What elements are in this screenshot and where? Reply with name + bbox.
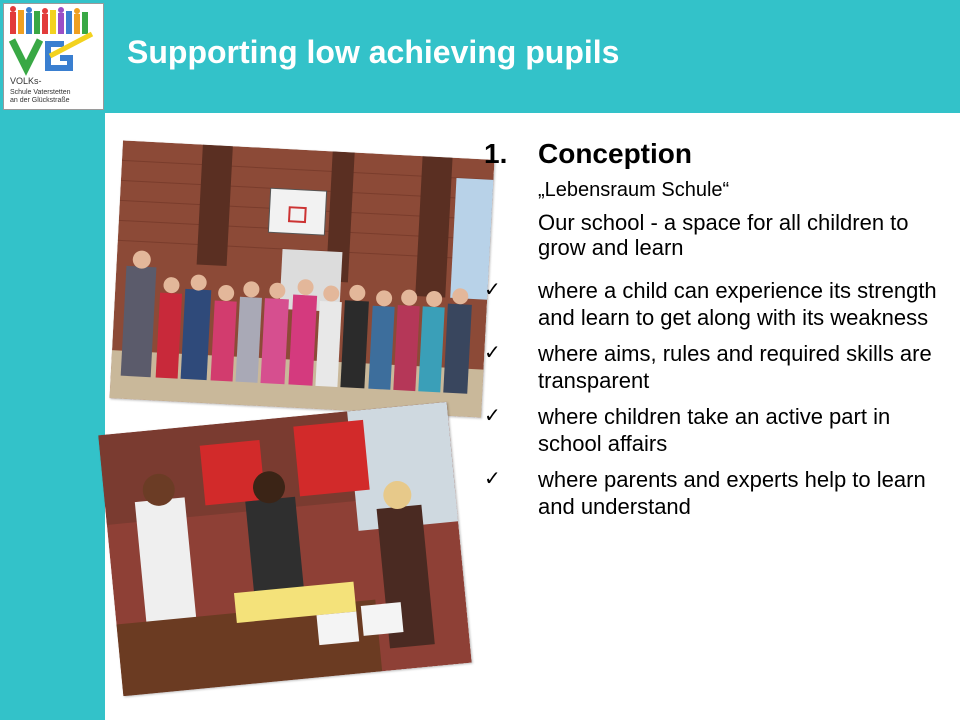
school-motto-quote: „Lebensraum Schule“ bbox=[538, 179, 730, 201]
check-list bbox=[484, 277, 944, 520]
side-bar bbox=[0, 113, 105, 720]
logo-figures-icon bbox=[10, 6, 88, 34]
svg-text:Schule Vaterstetten: Schule Vaterstetten bbox=[10, 89, 71, 96]
school-logo bbox=[3, 3, 104, 110]
list-item-text: where a child can experience its strength and learn to get along with its weakness bbox=[538, 278, 937, 330]
school-fair-stand-photo bbox=[98, 402, 472, 696]
school-description: Our school - a space for all children to grow and learn bbox=[538, 210, 909, 260]
content-area bbox=[484, 138, 944, 529]
section-heading bbox=[484, 138, 944, 172]
svg-text:an der Glückstraße: an der Glückstraße bbox=[10, 97, 70, 104]
list-item-text: where aims, rules and required skills are transparent bbox=[538, 341, 932, 393]
list-item bbox=[484, 466, 944, 520]
list-item bbox=[484, 340, 944, 394]
children-choir-in-gym-photo bbox=[110, 140, 495, 417]
checkmark-icon: ✓ bbox=[484, 279, 501, 301]
checkmark-icon: ✓ bbox=[484, 405, 501, 427]
list-item bbox=[484, 403, 944, 457]
checkmark-icon: ✓ bbox=[484, 342, 501, 364]
slide-title: Supporting low achieving pupils bbox=[127, 34, 620, 70]
list-item bbox=[484, 277, 944, 331]
heading-number: 1. bbox=[484, 138, 508, 169]
list-item-text: where parents and experts help to learn and understand bbox=[538, 467, 926, 519]
svg-text:VOLKs-: VOLKs- bbox=[10, 76, 42, 86]
heading-text: Conception bbox=[538, 138, 692, 169]
checkmark-icon: ✓ bbox=[484, 468, 501, 490]
list-item-text: where children take an active part in school affairs bbox=[538, 404, 891, 456]
